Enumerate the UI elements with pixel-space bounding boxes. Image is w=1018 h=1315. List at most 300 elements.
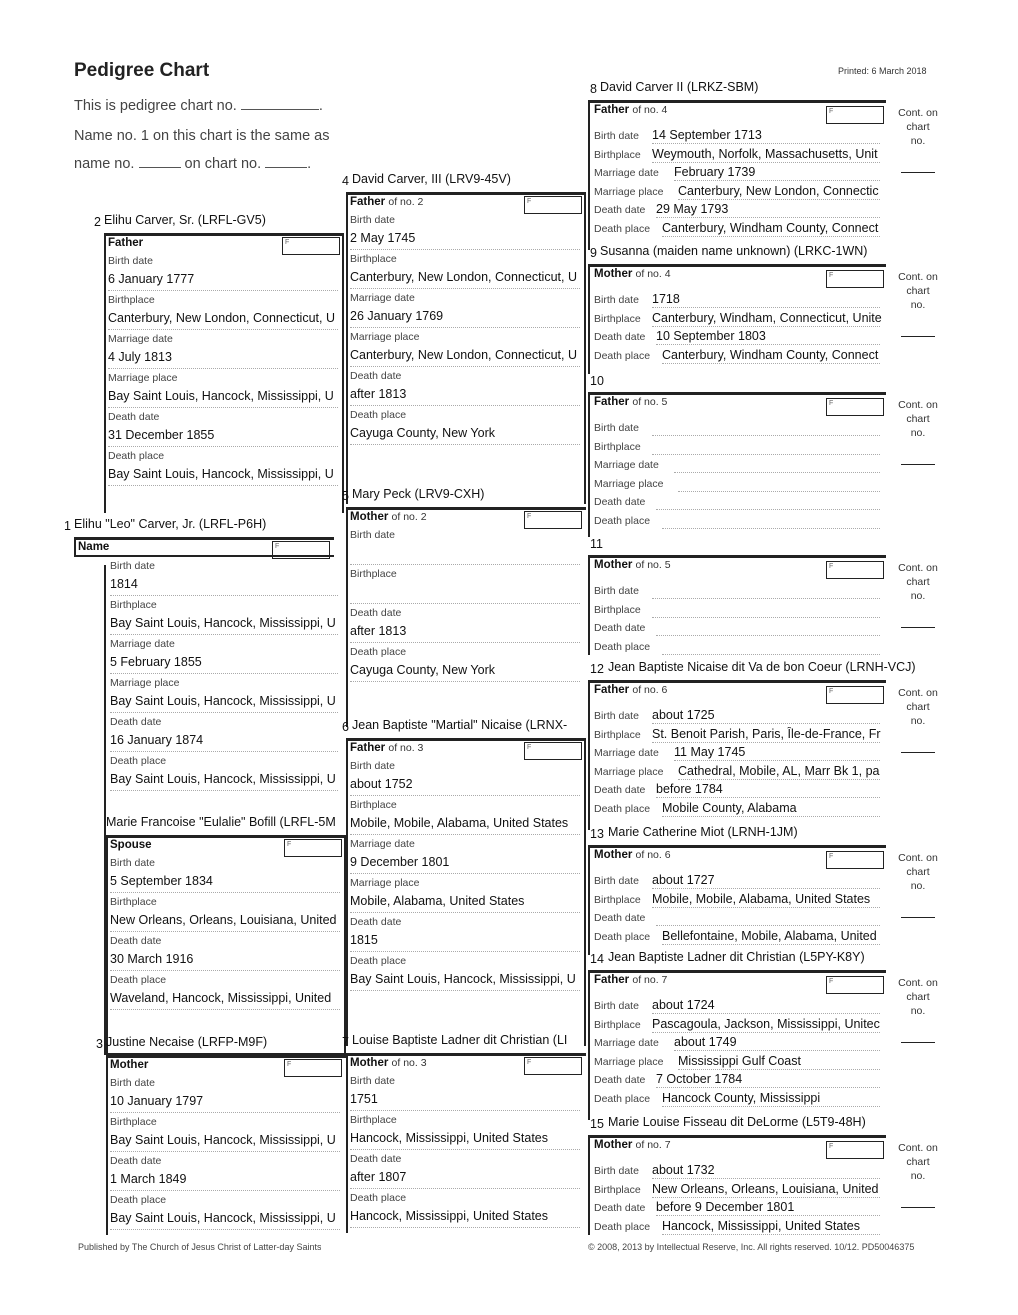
cont-chart-blank-p10[interactable] [901, 464, 935, 465]
field-rule [652, 1197, 880, 1198]
person-p3-death_place-label: Death place [110, 1194, 167, 1206]
field-rule [652, 454, 880, 455]
person-p1-birthplace-label: Birthplace [110, 599, 157, 611]
field-rule [662, 816, 880, 817]
cont-chart-label-p15: Cont. on chart no. [898, 1142, 938, 1182]
field-rule [350, 249, 580, 250]
person-p14-death_place-label: Death place [594, 1093, 651, 1105]
person-p1-marriage_date-label: Marriage date [110, 638, 175, 650]
field-rule [662, 944, 880, 945]
person-p7-birth_date-label: Birth date [350, 1075, 395, 1087]
person-p8-number: 8 [590, 82, 597, 96]
f-box-label: F [829, 978, 834, 985]
person-p3-role [110, 1059, 148, 1071]
person-p6-death_date[interactable]: 1815 [350, 933, 378, 947]
cont-chart-blank-p12[interactable] [901, 752, 935, 753]
person-p13-birthplace-label: Birthplace [594, 893, 641, 906]
person-p3-birth_date-label: Birth date [110, 1077, 155, 1089]
person-p2-death_date[interactable]: 31 December 1855 [108, 428, 215, 442]
person-p9-f-box[interactable] [826, 270, 884, 288]
person-p15-birthplace-label: Birthplace [594, 1183, 641, 1196]
person-p3-birth_date[interactable]: 10 January 1797 [110, 1094, 204, 1108]
field-rule [656, 1087, 880, 1088]
person-p12-birth_date[interactable]: about 1725 [652, 708, 715, 722]
cont-chart-blank-p14[interactable] [901, 1042, 935, 1043]
person-p3-death_place[interactable]: Bay Saint Louis, Hancock, Mississippi, U [110, 1211, 336, 1225]
person-p8-birth_date-label: Birth date [594, 130, 639, 142]
person-p12-death_place-label: Death place [594, 803, 651, 815]
person-p13-f-box[interactable] [826, 851, 884, 869]
name-no-line: Name no. 1 on this chart is the same as [74, 128, 330, 144]
person-p13-role-of: of no. 6 [635, 849, 671, 861]
person-p10-number: 10 [590, 374, 604, 388]
person-p14-marriage_place-label: Marriage place [594, 1055, 664, 1068]
person-p8-marriage_place[interactable]: Canterbury, New London, Connectic [678, 183, 879, 198]
person-p4-birth_date[interactable]: 2 May 1745 [350, 231, 416, 245]
field-rule [350, 834, 580, 835]
person-p11-death_place-label: Death place [594, 640, 651, 653]
person-p14-death_place[interactable]: Hancock County, Mississippi [662, 1091, 821, 1105]
person-p13-birth_date[interactable]: about 1727 [652, 873, 715, 887]
person-p1-death_place-label: Death place [110, 755, 167, 767]
person-p7-role-of: of no. 3 [391, 1057, 427, 1069]
person-p6-birthplace[interactable]: Mobile, Mobile, Alabama, United States [350, 816, 569, 830]
person-p10-birthplace-label: Birthplace [594, 440, 641, 453]
person-p2-birth_date-label: Birth date [108, 255, 153, 267]
person-p5-number: 5 [342, 489, 349, 503]
person-p6-marriage_date[interactable]: 9 December 1801 [350, 855, 450, 869]
person-spouse-death_date[interactable]: 30 March 1916 [110, 952, 194, 966]
cont-chart-label-p9: Cont. on chart no. [898, 271, 938, 311]
person-p4-marriage_place[interactable]: Canterbury, New London, Connecticut, U [350, 348, 577, 362]
person-p1-f-box[interactable] [272, 541, 330, 559]
person-p8-death_date-label: Death date [594, 204, 646, 217]
cont-chart-label-p12: Cont. on chart no. [898, 687, 938, 727]
person-p3-f-box[interactable] [284, 1059, 342, 1077]
person-p14-birthplace-label: Birthplace [594, 1018, 641, 1031]
person-p11-death_date-label: Death date [594, 622, 646, 635]
person-p1-death_date-label: Death date [110, 716, 162, 728]
field-rule [674, 1050, 880, 1051]
field-rule [350, 681, 580, 682]
person-p11-role-of: of no. 5 [635, 559, 671, 571]
person-p15-role [594, 1139, 671, 1151]
f-box-label: F [527, 744, 532, 751]
f-box-label: F [527, 198, 532, 205]
field-rule [110, 595, 338, 596]
field-rule [108, 407, 338, 408]
person-p11-number: 11 [590, 537, 603, 551]
person-p3-number: 3 [96, 1037, 103, 1051]
person-p4-marriage_date[interactable]: 26 January 1769 [350, 309, 444, 323]
person-p14-birth_date[interactable]: about 1724 [652, 998, 715, 1012]
person-p8-role-of: of no. 4 [632, 104, 668, 116]
person-p15-death_place[interactable]: Hancock, Mississippi, United States [662, 1218, 860, 1233]
field-rule [350, 405, 580, 406]
page-title: Pedigree Chart [74, 60, 210, 81]
cont-chart-blank-p8[interactable] [901, 172, 935, 173]
field-rule [652, 143, 880, 144]
person-p1-birthplace[interactable]: Bay Saint Louis, Hancock, Mississippi, U [110, 616, 336, 630]
person-p5-birth_date-label: Birth date [350, 529, 395, 541]
person-p6-marriage_place-label: Marriage place [350, 877, 420, 889]
person-p7-birthplace[interactable]: Hancock, Mississippi, United States [350, 1131, 548, 1145]
person-p5-death_date[interactable]: after 1813 [350, 624, 407, 638]
field-rule [652, 907, 880, 908]
person-p14-birth_date-label: Birth date [594, 1000, 639, 1012]
person-p1-birth_date-label: Birth date [110, 560, 155, 572]
person-p4-role [350, 196, 423, 208]
person-p6-marriage_date-label: Marriage date [350, 838, 415, 850]
person-p14-number: 14 [590, 952, 604, 966]
person-p14-role [594, 974, 667, 986]
person-p4-marriage_date-label: Marriage date [350, 292, 415, 304]
person-p1-number: 1 [64, 519, 71, 533]
person-p14-death_date-label: Death date [594, 1074, 646, 1087]
person-p7-role [350, 1057, 427, 1069]
person-p12-death_date[interactable]: before 1784 [656, 782, 723, 797]
person-p4-role-text: Father [350, 196, 386, 208]
person-p13-birth_date-label: Birth date [594, 875, 639, 887]
person-p2-marriage_date[interactable]: 4 July 1813 [108, 350, 172, 364]
person-p4-death_place-label: Death place [350, 409, 407, 421]
person-p8-death_place[interactable]: Canterbury, Windham County, Connect [662, 221, 879, 235]
person-p7-role-text: Mother [350, 1057, 389, 1069]
field-rule [350, 873, 580, 874]
field-rule [110, 1190, 340, 1191]
field-rule [662, 654, 880, 655]
person-p12-marriage_date[interactable]: 11 May 1745 [674, 745, 746, 760]
field-rule [110, 1112, 340, 1113]
person-spouse-death_place-label: Death place [110, 974, 167, 986]
person-p11-birth_date-label: Birth date [594, 585, 639, 597]
person-p9-death_date[interactable]: 10 September 1803 [656, 329, 766, 344]
person-p4-birthplace[interactable]: Canterbury, New London, Connecticut, U [350, 270, 577, 284]
person-p13-name: Marie Catherine Miot (LRNH-1JM) [608, 825, 798, 839]
person-p15-birth_date-label: Birth date [594, 1165, 639, 1177]
field-rule [652, 307, 880, 308]
field-rule [110, 634, 338, 635]
field-rule [652, 742, 880, 743]
person-p6-role-text: Father [350, 742, 386, 754]
person-p2-marriage_place-label: Marriage place [108, 372, 178, 384]
field-rule [350, 1227, 580, 1228]
person-p9-birthplace[interactable]: Canterbury, Windham, Connecticut, Unite [652, 310, 882, 325]
f-box-label: F [287, 1061, 292, 1068]
f-box-label: F [527, 1059, 532, 1066]
person-p9-death_place[interactable]: Canterbury, Windham County, Connect [662, 347, 879, 362]
field-rule [662, 363, 880, 364]
person-p14-role-text: Father [594, 974, 630, 986]
person-p2-marriage_place[interactable]: Bay Saint Louis, Hancock, Mississippi, U [108, 389, 334, 403]
person-spouse-f-box[interactable] [284, 839, 342, 857]
person-p3-birthplace[interactable]: Bay Saint Louis, Hancock, Mississippi, U [110, 1133, 336, 1147]
person-p6-death_date-label: Death date [350, 916, 402, 928]
person-p8-birth_date[interactable]: 14 September 1713 [652, 128, 762, 142]
field-rule [350, 327, 580, 328]
field-rule [652, 723, 880, 724]
person-p14-birthplace[interactable]: Pascagoula, Jackson, Mississippi, Unitec [652, 1016, 880, 1031]
person-p5-role [350, 511, 427, 523]
field-rule [350, 795, 580, 796]
person-p6-role-of: of no. 3 [388, 742, 424, 754]
person-p6-role [350, 742, 423, 754]
person-p3-death_date[interactable]: 1 March 1849 [110, 1172, 187, 1186]
person-p10-death_date-label: Death date [594, 496, 646, 509]
person-p8-marriage_date-label: Marriage date [594, 167, 659, 180]
person-p4-death_date[interactable]: after 1813 [350, 387, 407, 401]
f-box-label: F [829, 563, 834, 570]
person-p12-marriage_date-label: Marriage date [594, 747, 659, 760]
person-p13-role [594, 849, 671, 861]
person-p6-birth_date-label: Birth date [350, 760, 395, 772]
person-p6-name: Jean Baptiste "Martial" Nicaise (LRNX- [352, 718, 568, 732]
person-p14-marriage_place[interactable]: Mississippi Gulf Coast [678, 1053, 801, 1068]
person-p10-marriage_date-label: Marriage date [594, 459, 659, 472]
person-p4-birthplace-label: Birthplace [350, 253, 397, 265]
field-rule [652, 598, 880, 599]
person-p8-marriage_place-label: Marriage place [594, 185, 664, 198]
person-p1-marriage_date[interactable]: 5 February 1855 [110, 655, 202, 669]
person-p5-role-text: Mother [350, 511, 389, 523]
field-rule [110, 931, 340, 932]
field-rule [110, 892, 340, 893]
person-p1-death_date[interactable]: 16 January 1874 [110, 733, 204, 747]
field-rule [350, 642, 580, 643]
person-p12-marriage_place-label: Marriage place [594, 765, 664, 778]
cont-chart-label-p10: Cont. on chart no. [898, 399, 938, 439]
person-p1-marriage_place-label: Marriage place [110, 677, 180, 689]
person-p6-marriage_place[interactable]: Mobile, Alabama, United States [350, 894, 525, 908]
person-p6-f-box[interactable] [524, 742, 582, 760]
person-p6-birthplace-label: Birthplace [350, 799, 397, 811]
person-p2-birthplace[interactable]: Canterbury, New London, Connecticut, U [108, 311, 335, 325]
cont-chart-blank-p9[interactable] [901, 336, 935, 337]
person-p7-death_date[interactable]: after 1807 [350, 1170, 407, 1184]
person-p12-birthplace[interactable]: St. Benoit Parish, Paris, Île-de-France, Fr [652, 726, 881, 741]
person-p8-role-text: Father [594, 104, 630, 116]
person-p14-death_date[interactable]: 7 October 1784 [656, 1072, 743, 1087]
field-rule [656, 925, 880, 926]
person-p9-birth_date[interactable]: 1718 [652, 292, 680, 306]
f-box-label: F [829, 1143, 834, 1150]
person-p4-death_place[interactable]: Cayuga County, New York [350, 426, 495, 440]
person-p11-role-text: Mother [594, 559, 633, 571]
person-p8-death_place-label: Death place [594, 223, 651, 235]
name-no-line-2: name no. on chart no. . [74, 156, 312, 172]
person-p10-role [594, 396, 667, 408]
chart-number-text: This is pedigree chart no. [74, 98, 237, 114]
person-p10-f-box[interactable] [826, 398, 884, 416]
person-p2-f-box[interactable] [282, 237, 340, 255]
person-p15-death_place-label: Death place [594, 1220, 651, 1233]
field-rule [652, 1032, 880, 1033]
person-p11-f-box[interactable] [826, 561, 884, 579]
field-rule [678, 199, 880, 200]
person-p4-number: 4 [342, 174, 349, 188]
person-p15-birth_date[interactable]: about 1732 [652, 1163, 715, 1177]
cont-chart-blank-p13[interactable] [901, 917, 935, 918]
person-p6-number: 6 [342, 720, 349, 734]
person-spouse-role [110, 839, 152, 851]
person-p15-name: Marie Louise Fisseau dit DeLorme (L5T9-48H) [608, 1115, 866, 1129]
field-rule [350, 444, 580, 445]
person-p6-birth_date[interactable]: about 1752 [350, 777, 413, 791]
person-p13-birthplace[interactable]: Mobile, Mobile, Alabama, United States [652, 891, 871, 906]
field-rule [110, 1229, 340, 1230]
f-box-label: F [275, 543, 280, 550]
person-p7-birth_date[interactable]: 1751 [350, 1092, 378, 1106]
person-p9-name: Susanna (maiden name unknown) (LRKC-1WN) [600, 244, 868, 258]
f-box-label: F [829, 853, 834, 860]
field-rule [662, 1234, 880, 1235]
person-p12-death_date-label: Death date [594, 784, 646, 797]
person-p5-death_place[interactable]: Cayuga County, New York [350, 663, 495, 677]
cont-chart-blank-p11[interactable] [901, 627, 935, 628]
person-p12-birthplace-label: Birthplace [594, 728, 641, 741]
chart-number-blank[interactable] [241, 109, 319, 110]
person-p7-death_date-label: Death date [350, 1153, 402, 1165]
cont-chart-label-p13: Cont. on chart no. [898, 852, 938, 892]
field-rule [108, 446, 338, 447]
person-p3-death_date-label: Death date [110, 1155, 162, 1167]
person-p2-death_place[interactable]: Bay Saint Louis, Hancock, Mississippi, U [108, 467, 334, 481]
person-p8-name: David Carver II (LRKZ-SBM) [600, 80, 759, 94]
name-no-blank[interactable] [139, 167, 181, 168]
field-rule [656, 1215, 880, 1216]
person-p9-birth_date-label: Birth date [594, 294, 639, 306]
person-p2-name: Elihu Carver, Sr. (LRFL-GV5) [104, 213, 266, 227]
field-rule [110, 1009, 340, 1010]
person-p4-birth_date-label: Birth date [350, 214, 395, 226]
field-rule [674, 760, 880, 761]
person-p9-number: 9 [590, 246, 597, 260]
field-rule [652, 326, 880, 327]
person-p9-role-of: of no. 4 [635, 268, 671, 280]
person-p15-number: 15 [590, 1117, 604, 1131]
field-rule [656, 344, 880, 345]
person-p10-birth_date-label: Birth date [594, 422, 639, 434]
person-p2-number: 2 [94, 215, 101, 229]
person-p14-f-box[interactable] [826, 976, 884, 994]
field-rule [350, 564, 580, 565]
person-p1-death_place[interactable]: Bay Saint Louis, Hancock, Mississippi, U [110, 772, 336, 786]
field-rule [678, 491, 880, 492]
field-rule [350, 603, 580, 604]
person-p15-role-of: of no. 7 [635, 1139, 671, 1151]
field-rule [110, 970, 340, 971]
field-rule [350, 1149, 580, 1150]
person-p3-birthplace-label: Birthplace [110, 1116, 157, 1128]
person-p8-marriage_date[interactable]: February 1739 [674, 165, 756, 180]
field-rule [110, 790, 338, 791]
person-p9-death_date-label: Death date [594, 331, 646, 344]
person-p12-f-box[interactable] [826, 686, 884, 704]
footer-copyright: © 2008, 2013 by Intellectual Reserve, Inc. All rights reserved. 10/12. PD50046375 [588, 1242, 915, 1252]
person-p2-birth_date[interactable]: 6 January 1777 [108, 272, 195, 286]
person-p15-f-box[interactable] [826, 1141, 884, 1159]
person-p9-birthplace-label: Birthplace [594, 312, 641, 325]
person-p1-role [78, 541, 109, 553]
field-rule [350, 1110, 580, 1111]
field-rule [652, 162, 880, 163]
field-rule [350, 1188, 580, 1189]
person-p12-role-text: Father [594, 684, 630, 696]
person-p5-f-box[interactable] [524, 511, 582, 529]
person-p12-role [594, 684, 667, 696]
person-spouse-birth_date[interactable]: 5 September 1834 [110, 874, 213, 888]
f-box-label: F [829, 272, 834, 279]
person-p9-role-text: Mother [594, 268, 633, 280]
person-p7-birthplace-label: Birthplace [350, 1114, 397, 1126]
person-p8-f-box[interactable] [826, 106, 884, 124]
person-spouse-birthplace[interactable]: New Orleans, Orleans, Louisiana, United [110, 913, 337, 927]
f-box-label: F [285, 239, 290, 246]
person-p8-role [594, 104, 667, 116]
person-p1-marriage_place[interactable]: Bay Saint Louis, Hancock, Mississippi, U [110, 694, 336, 708]
person-p4-f-box[interactable] [524, 196, 582, 214]
field-rule [110, 751, 338, 752]
person-p10-role-text: Father [594, 396, 630, 408]
person-p3-name: Justine Necaise (LRFP-M9F) [106, 1035, 268, 1049]
person-p15-birthplace[interactable]: New Orleans, Orleans, Louisiana, United [652, 1181, 879, 1196]
field-rule [350, 951, 580, 952]
field-rule [652, 1178, 880, 1179]
field-rule [678, 779, 880, 780]
person-p5-death_place-label: Death place [350, 646, 407, 658]
person-p12-death_place[interactable]: Mobile County, Alabama [662, 801, 797, 815]
field-rule [350, 288, 580, 289]
on-chart-text: on chart no. [184, 156, 262, 172]
field-rule [108, 329, 338, 330]
field-rule [674, 180, 880, 181]
field-rule [108, 485, 338, 486]
person-p13-death_place[interactable]: Bellefontaine, Mobile, Alabama, United [662, 928, 877, 943]
person-p11-birthplace-label: Birthplace [594, 603, 641, 616]
person-p8-birthplace[interactable]: Weymouth, Norfolk, Massachusetts, Unit [652, 146, 878, 161]
person-p6-death_place[interactable]: Bay Saint Louis, Hancock, Mississippi, U [350, 972, 576, 986]
person-p12-marriage_place[interactable]: Cathedral, Mobile, AL, Marr Bk 1, pa [678, 763, 880, 778]
field-rule [662, 528, 880, 529]
field-rule [110, 673, 338, 674]
person-p7-death_place[interactable]: Hancock, Mississippi, United States [350, 1209, 548, 1223]
f-box-label: F [527, 513, 532, 520]
person-p7-f-box[interactable] [524, 1057, 582, 1075]
person-spouse-birthplace-label: Birthplace [110, 896, 157, 908]
person-p4-death_date-label: Death date [350, 370, 402, 382]
cont-chart-label-p8: Cont. on chart no. [898, 107, 938, 147]
person-p13-death_date-label: Death date [594, 912, 646, 925]
person-p13-role-text: Mother [594, 849, 633, 861]
person-p5-birthplace-label: Birthplace [350, 568, 397, 580]
on-chart-blank[interactable] [265, 167, 307, 168]
person-p4-role-of: of no. 2 [388, 196, 424, 208]
field-rule [108, 368, 338, 369]
cont-chart-blank-p15[interactable] [901, 1207, 935, 1208]
field-rule [662, 1106, 880, 1107]
person-p2-role-text: Father [108, 237, 144, 249]
person-p8-death_date[interactable]: 29 May 1793 [656, 202, 729, 217]
person-p1-birth_date[interactable]: 1814 [110, 577, 138, 591]
person-spouse-death_place[interactable]: Waveland, Hancock, Mississippi, United [110, 991, 332, 1005]
person-p2-role [108, 237, 143, 249]
person-p15-role-text: Mother [594, 1139, 633, 1151]
person-p2-marriage_date-label: Marriage date [108, 333, 173, 345]
person-spouse-birth_date-label: Birth date [110, 857, 155, 869]
person-p14-marriage_date[interactable]: about 1749 [674, 1035, 737, 1050]
person-p6-death_place-label: Death place [350, 955, 407, 967]
person-p15-death_date[interactable]: before 9 December 1801 [656, 1200, 795, 1215]
